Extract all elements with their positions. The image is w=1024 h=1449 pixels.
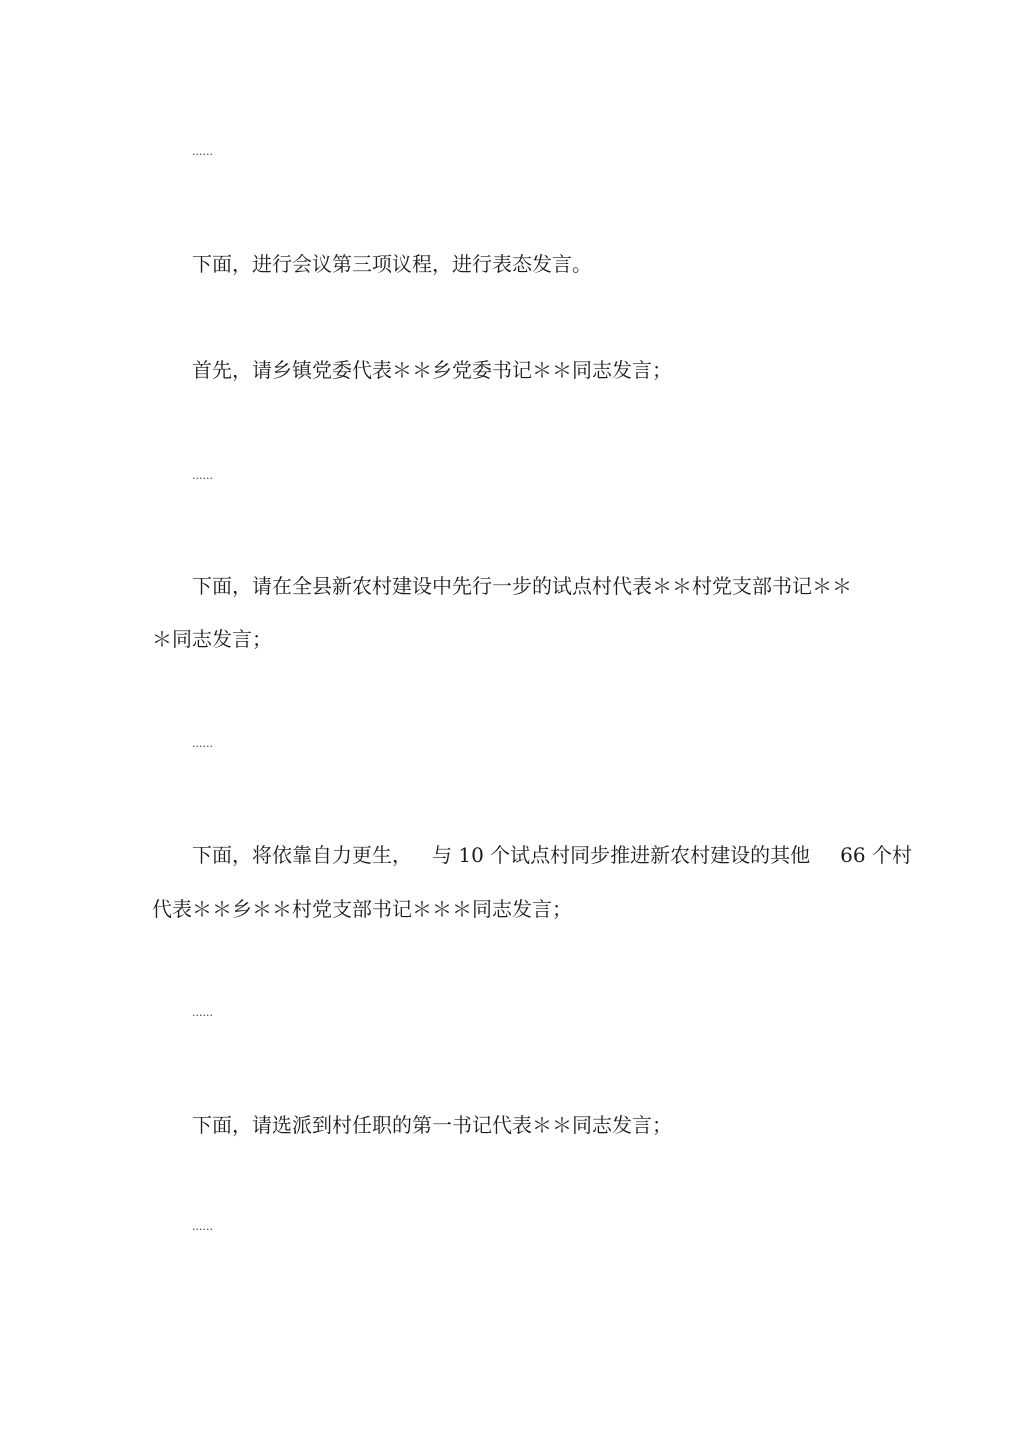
- paragraph-township-speech: 首先，请乡镇党委代表＊＊乡党委书记＊＊同志发言；: [192, 358, 672, 382]
- ellipsis-4: ......: [192, 1006, 213, 1019]
- ellipsis-5: ......: [192, 1220, 213, 1233]
- ellipsis-2: ......: [192, 469, 213, 482]
- paragraph-agenda-item-three: 下面，进行会议第三项议程，进行表态发言。: [192, 252, 592, 276]
- paragraph-pilot-village-line-1: 下面，请在全县新农村建设中先行一步的试点村代表＊＊村党支部书记＊＊: [192, 574, 852, 598]
- paragraph-other-villages-part-a: 下面，将依靠自力更生，: [192, 843, 412, 867]
- ellipsis-1: ......: [192, 145, 213, 158]
- paragraph-other-villages-part-b: 与 10 个试点村同步推进新农村建设的其他: [432, 843, 811, 867]
- paragraph-pilot-village-line-2: ＊同志发言；: [152, 627, 272, 651]
- paragraph-other-villages-line-1: [192, 843, 912, 867]
- paragraph-other-villages-part-c: 66 个村: [840, 843, 912, 867]
- paragraph-first-secretary-speech: 下面，请选派到村任职的第一书记代表＊＊同志发言；: [192, 1113, 672, 1137]
- ellipsis-3: ......: [192, 737, 213, 750]
- paragraph-other-villages-line-2: 代表＊＊乡＊＊村党支部书记＊＊＊同志发言；: [152, 897, 572, 921]
